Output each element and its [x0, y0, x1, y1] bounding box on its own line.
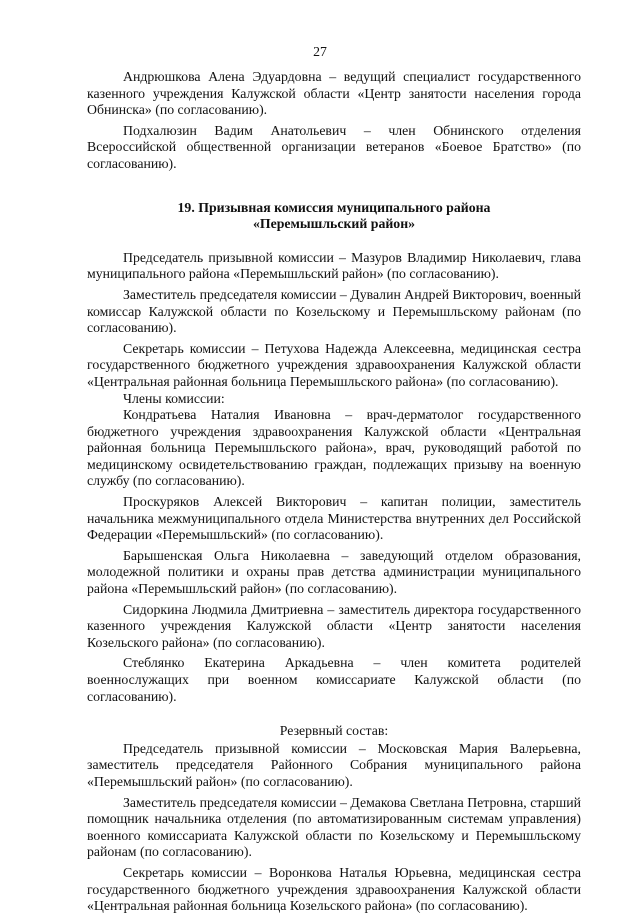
- reserve-paragraph: Секретарь комиссии – Воронкова Наталья Юрьевна, медицинская сестра государственного бюджетного учреждения здравоохранения Калужской области «Центральная районная больница Козельского района» (по согласованию).: [87, 864, 581, 914]
- reserve-paragraph: Заместитель председателя комиссии – Демакова Светлана Петровна, старший помощник начальника отделения (по автоматизированным системам управления) военного комиссариата Калужской области по Козельскому и Перемышльскому районам (по согласованию).: [87, 794, 581, 860]
- member-paragraph: Стеблянко Екатерина Аркадьевна – член комитета родителей военнослужащих при военном комиссариате Калужской области (по согласованию).: [87, 655, 581, 704]
- member-paragraph: Сидоркина Людмила Дмитриевна – заместитель директора государственного казенного учреждения Калужской области «Центр занятости населения Козельского района» (по согласованию).: [87, 601, 581, 650]
- document-body: [87, 69, 581, 915]
- deputy-paragraph: Заместитель председателя комиссии – Дувалин Андрей Викторович, военный комиссар Калужской области по Козельскому и Перемышльскому районам (по согласованию).: [87, 286, 581, 336]
- chairman-paragraph: Председатель призывной комиссии – Мазуров Владимир Николаевич, глава муниципального района «Перемышльский район» (по согласованию).: [87, 249, 581, 282]
- reserve-paragraph: Председатель призывной комиссии – Московская Мария Валерьевна, заместитель председателя Районного Собрания муниципального района «Перемышльский район» (по согласованию).: [87, 740, 581, 789]
- members-label: Члены комиссии:: [123, 390, 225, 406]
- section-heading: [87, 200, 581, 233]
- secretary-paragraph: Секретарь комиссии – Петухова Надежда Алексеевна, медицинская сестра государственного бюджетного учреждения здравоохранения Калужской области «Центральная районная больница Перемышльского района» (по согласованию).: [87, 340, 581, 389]
- page-number: 27: [313, 44, 327, 59]
- member-paragraph: Кондратьева Наталия Ивановна – врач-дерматолог государственного бюджетного учреждения здравоохранения Калужской области «Центральная районная больница Перемышльского района», врач, руководящий работой по медицинскому освидетельствованию граждан, подлежащих призыву на военную службу (по согласованию).: [87, 407, 581, 489]
- reserve-title: Резервный состав:: [279, 723, 389, 739]
- intro-paragraph: Андрюшкова Алена Эдуардовна – ведущий специалист государственного казенного учреждения Калужской области «Центр занятости населения города Обнинска» (по согласованию).: [87, 69, 581, 118]
- intro-paragraph: Подхалюзин Вадим Анатольевич – член Обнинского отделения Всероссийской общественной организации ветеранов «Боевое Братство» (по согласованию).: [87, 122, 581, 171]
- member-paragraph: Барышенская Ольга Николаевна – заведующий отделом образования, молодежной политики и охраны прав детства администрации муниципального района «Перемышльский район» (по согласованию).: [87, 547, 581, 597]
- section-title-line: «Перемышльский район»: [252, 216, 416, 232]
- section-title-line: 19. Призывная комиссия муниципального района: [177, 199, 491, 215]
- member-paragraph: Проскуряков Алексей Викторович – капитан полиции, заместитель начальника межмуниципального отдела Министерства внутренних дел Российской Федерации «Перемышльский» (по согласованию).: [87, 494, 581, 543]
